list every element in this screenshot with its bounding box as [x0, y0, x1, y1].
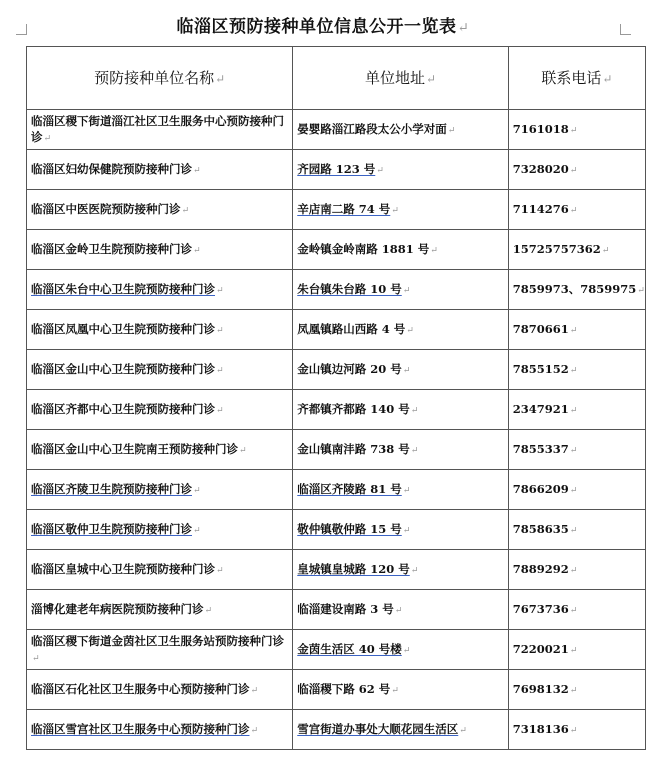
- vaccination-units-table: [26, 46, 646, 750]
- unit-name: 临淄区金岭卫生院预防接种门诊↵: [27, 230, 293, 270]
- table-row: [27, 390, 646, 430]
- unit-name: 临淄区凤凰中心卫生院预防接种门诊↵: [27, 310, 293, 350]
- unit-name: 临淄区齐陵卫生院预防接种门诊↵: [27, 470, 293, 510]
- unit-name: 临淄区皇城中心卫生院预防接种门诊↵: [27, 550, 293, 590]
- unit-name: 临淄区齐都中心卫生院预防接种门诊↵: [27, 390, 293, 430]
- table-row: [27, 270, 646, 310]
- header-address: 单位地址↵: [293, 47, 509, 110]
- header-name: 预防接种单位名称↵: [27, 47, 293, 110]
- header-phone: 联系电话↵: [508, 47, 645, 110]
- table-row: [27, 510, 646, 550]
- table-row: [27, 430, 646, 470]
- unit-address: 金岭镇金岭南路 1881 号↵: [293, 230, 509, 270]
- unit-name: 临淄区中医医院预防接种门诊↵: [27, 190, 293, 230]
- unit-address: 金山镇南沣路 738 号↵: [293, 430, 509, 470]
- unit-phone: 7889292↵: [508, 550, 645, 590]
- table-row: [27, 630, 646, 670]
- unit-phone: 7114276↵: [508, 190, 645, 230]
- table-row: [27, 310, 646, 350]
- unit-name: 临淄区稷下街道淄江社区卫生服务中心预防接种门诊↵: [27, 110, 293, 150]
- unit-address: 齐都镇齐都路 140 号↵: [293, 390, 509, 430]
- table-row: [27, 710, 646, 750]
- unit-phone: 15725757362↵: [508, 230, 645, 270]
- table-row: [27, 150, 646, 190]
- table-row: [27, 230, 646, 270]
- unit-phone: 7328020↵: [508, 150, 645, 190]
- unit-address: 金茵生活区 40 号楼↵: [293, 630, 509, 670]
- unit-name: 临淄区稷下街道金茵社区卫生服务站预防接种门诊↵: [27, 630, 293, 670]
- unit-address: 晏婴路淄江路段太公小学对面↵: [293, 110, 509, 150]
- unit-phone: 7866209↵: [508, 470, 645, 510]
- unit-phone: 7858635↵: [508, 510, 645, 550]
- unit-address: 皇城镇皇城路 120 号↵: [293, 550, 509, 590]
- unit-address: 敬仲镇敬仲路 15 号↵: [293, 510, 509, 550]
- unit-name: 淄博化建老年病医院预防接种门诊↵: [27, 590, 293, 630]
- unit-name: 临淄区敬仲卫生院预防接种门诊↵: [27, 510, 293, 550]
- unit-name: 临淄区朱台中心卫生院预防接种门诊↵: [27, 270, 293, 310]
- unit-name: 临淄区石化社区卫生服务中心预防接种门诊↵: [27, 670, 293, 710]
- unit-phone: 7859973、7859975↵: [508, 270, 645, 310]
- unit-address: 齐园路 123 号↵: [293, 150, 509, 190]
- unit-address: 临淄稷下路 62 号↵: [293, 670, 509, 710]
- unit-address: 临淄建设南路 3 号↵: [293, 590, 509, 630]
- unit-address: 临淄区齐陵路 81 号↵: [293, 470, 509, 510]
- table-header-row: [27, 47, 646, 110]
- table-row: [27, 190, 646, 230]
- table-row: [27, 110, 646, 150]
- table-row: [27, 470, 646, 510]
- unit-phone: 7318136↵: [508, 710, 645, 750]
- table-row: [27, 350, 646, 390]
- unit-address: 朱台镇朱台路 10 号↵: [293, 270, 509, 310]
- unit-name: 临淄区妇幼保健院预防接种门诊↵: [27, 150, 293, 190]
- unit-phone: 7161018↵: [508, 110, 645, 150]
- unit-name: 临淄区雪宫社区卫生服务中心预防接种门诊↵: [27, 710, 293, 750]
- unit-phone: 7855337↵: [508, 430, 645, 470]
- unit-phone: 2347921↵: [508, 390, 645, 430]
- unit-address: 金山镇边河路 20 号↵: [293, 350, 509, 390]
- document-title: 临淄区预防接种单位信息公开一览表↵: [176, 17, 470, 37]
- unit-phone: 7220021↵: [508, 630, 645, 670]
- unit-name: 临淄区金山中心卫生院预防接种门诊↵: [27, 350, 293, 390]
- table-row: [27, 590, 646, 630]
- unit-phone: 7855152↵: [508, 350, 645, 390]
- unit-name: 临淄区金山中心卫生院南王预防接种门诊↵: [27, 430, 293, 470]
- unit-address: 辛店南二路 74 号↵: [293, 190, 509, 230]
- unit-phone: 7698132↵: [508, 670, 645, 710]
- table-row: [27, 550, 646, 590]
- unit-address: 凤凰镇路山西路 4 号↵: [293, 310, 509, 350]
- unit-phone: 7870661↵: [508, 310, 645, 350]
- unit-address: 雪宫街道办事处大顺花园生活区↵: [293, 710, 509, 750]
- unit-phone: 7673736↵: [508, 590, 645, 630]
- table-row: [27, 670, 646, 710]
